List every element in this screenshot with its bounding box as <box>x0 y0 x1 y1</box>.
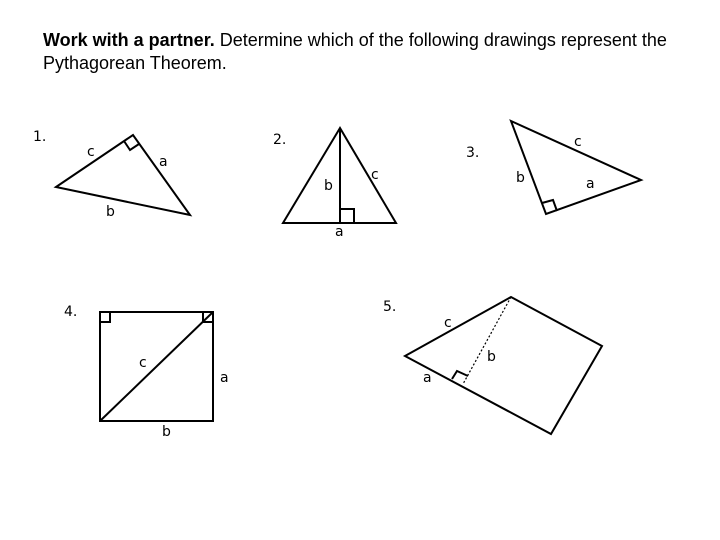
figure-1-triangle <box>56 135 190 215</box>
figure-4-label-c: c <box>139 355 147 371</box>
figure-1-right-angle <box>124 141 139 150</box>
figure-2-label-c: c <box>371 167 379 183</box>
figure-3-label-b: b <box>516 170 525 186</box>
figure-2-label-a: a <box>335 224 344 240</box>
figure-2 <box>273 128 396 240</box>
figure-5-number: 5. <box>383 299 397 315</box>
figure-1-label-a: a <box>159 154 168 170</box>
figure-4-number: 4. <box>64 304 78 320</box>
figure-5-label-b: b <box>487 349 496 365</box>
instructions-bold: Work with a partner. <box>43 30 215 50</box>
figure-3-label-c: c <box>574 134 582 150</box>
figure-5-right-angle <box>452 371 468 379</box>
figure-4-diagonal <box>100 312 213 421</box>
figure-2-right-angle <box>340 209 354 223</box>
figure-2-number: 2. <box>273 132 287 148</box>
figure-4 <box>64 304 229 440</box>
figure-5 <box>383 297 602 434</box>
figure-5-label-c: c <box>444 315 452 331</box>
figure-1-label-b: b <box>106 204 115 220</box>
figure-4-label-a: a <box>220 370 229 386</box>
figure-2-label-b: b <box>324 178 333 194</box>
figure-4-right-angle-left <box>100 312 110 322</box>
instructions-text: Determine which of the following drawings represent the Pythagorean Theorem. <box>43 30 667 73</box>
figure-3 <box>466 121 641 214</box>
figure-4-label-b: b <box>162 424 171 440</box>
figure-1 <box>33 129 190 220</box>
figure-5-quadrilateral <box>405 297 602 434</box>
figure-1-number: 1. <box>33 129 47 145</box>
figure-3-number: 3. <box>466 145 480 161</box>
figure-3-label-a: a <box>586 176 595 192</box>
figure-1-label-c: c <box>87 144 95 160</box>
figure-5-label-a: a <box>423 370 432 386</box>
